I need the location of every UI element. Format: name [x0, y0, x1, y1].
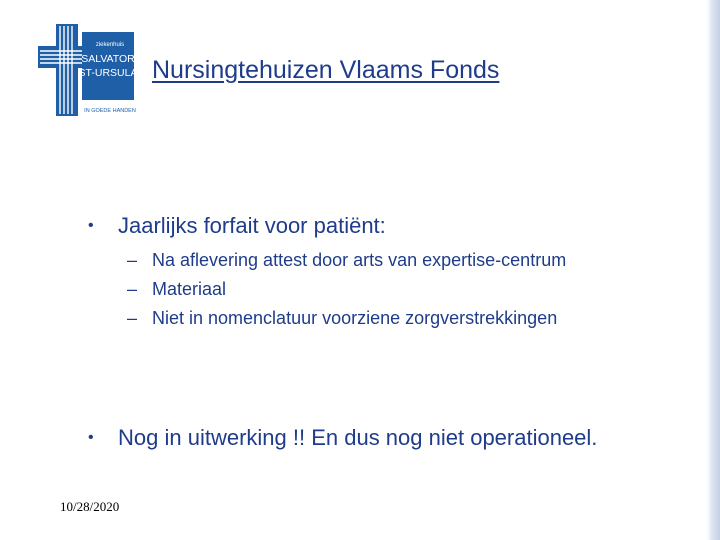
slide-date: 10/28/2020 [60, 499, 120, 514]
bullet-text-1: Jaarlijks forfait voor patiënt: [118, 213, 386, 238]
logo-small-text: ziekenhuis [95, 42, 125, 48]
dash-icon: – [127, 250, 138, 270]
slide-title: Nursingtehuizen Vlaams Fonds [152, 56, 500, 84]
bullet-item-1 [88, 212, 648, 240]
logo-name-line2: ST-URSULA [78, 67, 138, 79]
right-decorative-band [706, 0, 720, 540]
dash-icon: – [127, 308, 138, 328]
bullet-dot-icon: • [88, 429, 94, 446]
sub-item-text-2: Materiaal [152, 279, 227, 299]
sub-item-text-1: Na aflevering attest door arts van expertise-centrum [152, 250, 567, 270]
hospital-logo [38, 24, 140, 120]
logo-tagline: IN GOEDE HANDEN [84, 108, 136, 114]
sub-item-3 [127, 308, 557, 329]
bullet-text-2: Nog in uitwerking !! En dus nog niet operationeel. [118, 425, 598, 450]
sub-item-2 [127, 279, 226, 300]
sub-item-text-3: Niet in nomenclatuur voorziene zorgverstrekkingen [152, 308, 558, 328]
bullet-item-2 [88, 424, 648, 452]
sub-item-1 [127, 250, 566, 271]
logo-name-line1: SALVATOR [81, 53, 135, 65]
bullet-dot-icon: • [88, 217, 94, 234]
dash-icon: – [127, 279, 138, 299]
